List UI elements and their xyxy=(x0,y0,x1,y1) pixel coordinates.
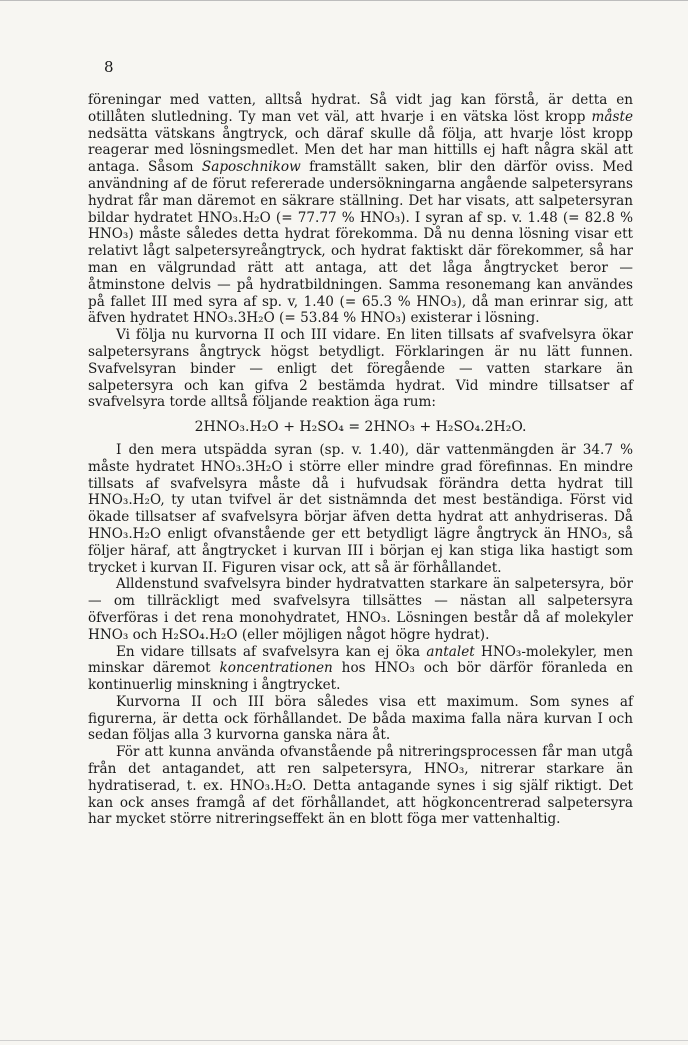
paragraph xyxy=(88,744,633,828)
italic-term: antalet xyxy=(426,643,475,660)
top-edge-rule xyxy=(0,0,688,1)
equation-line xyxy=(88,419,633,436)
paragraph xyxy=(88,327,633,411)
text-run: 2HNO₃.H₂O + H₂SO₄ = 2HNO₃ + H₂SO₄.2H₂O. xyxy=(194,419,527,436)
bottom-edge-rule xyxy=(0,1040,688,1041)
page-number: 8 xyxy=(104,58,114,76)
text-run: HNO₃-molekyler, men minskar däremot xyxy=(88,643,633,677)
text-run: I den mera utspädda syran (sp. v. 1.40), där vattenmängden är 34.7 % måste hydratet HNO₃.3H₂O i större eller mindre grad förefinnas. En mindre tillsats af svafvelsyra måste då i hufvudsak förändra detta hydrat till HNO₃.H₂O, ty utan tvifvel är det sistnämnda det mest beständiga. Först vid ökade tillsatser af svafvelsyra börjar äfven detta hydrat att anhydriseras. Då HNO₃.H₂O enligt ofvanstående ger ett betydligt lägre ångtryck än HNO₃, så följer häraf, att ångtrycket i kurvan III i början ej kan stiga lika hastigt som trycket i kurvan II. Figuren visar ock, att så är förhållandet. xyxy=(88,441,633,576)
paragraph xyxy=(88,694,633,744)
text-run: Vi följa nu kurvorna II och III vidare. En liten tillsats af svafvelsyra ökar salpetersyrans ångtryck högst betydligt. Förklaringen är nu lätt funnen. Svafvelsyran binder — enligt det föregående — vatten starkare än salpetersyra och kan gifva 2 bestämda hydrat. Vid mindre tillsatser af svafvelsyra torde alltså följande reaktion äga rum: xyxy=(88,327,633,411)
italic-term: måste xyxy=(591,108,633,125)
paragraph xyxy=(88,576,633,643)
text-run: Alldenstund svafvelsyra binder hydratvatten starkare än salpetersyra, bör — om tillräckligt med svafvelsyra tillsättes — nästan all salpetersyra öfverföras i det rena monohydratet, HNO₃. Lösningen består då af molekyler HNO₃ och H₂SO₄.H₂O (eller möjligen något högre hydrat). xyxy=(88,576,633,643)
paragraph xyxy=(88,644,633,694)
text-run: föreningar med vatten, alltså hydrat. Så vidt jag kan förstå, är detta en otillåten slutledning. Ty man vet väl, att hvarje i en vätska löst kropp xyxy=(88,92,633,125)
text-run: framställt saken, blir den därför oviss. Med användning af de förut refererade undersökningarna angående salpetersyrans hydrat får man däremot en säkrare ställning. Det har visats, att salpetersyran bildar hydratet HNO₃.H₂O (= 77.77 % HNO₃). I syran af sp. v. 1.48 (= 82.8 % HNO₃) måste således detta hydrat förekomma. Då nu denna lösning visar ett relativt lågt salpetersyreångtryck, och hydrat faktiskt där förekommer, så har man en välgrundad rätt att antaga, att det låga ångtrycket beror — åtminstone delvis — på hydratbildningen. Samma resonemang kan användes på fallet III med syra af sp. v, 1.40 (= 65.3 % HNO₃), då man erinrar sig, att äfven hydratet HNO₃.3H₂O (= 53.84 % HNO₃) existerar i lösning. xyxy=(88,159,633,327)
text-run: En vidare tillsats af svafvelsyra kan ej öka xyxy=(116,643,427,660)
italic-term: koncentrationen xyxy=(219,660,333,677)
paragraph xyxy=(88,92,633,327)
italic-term: Saposchnikow xyxy=(201,159,301,176)
text-run: nedsätta vätskans ångtryck, och däraf skulle då följa, att hvarje löst kropp reagerar med lösningsmedlet. Men det har man hittills ej haft några skäl att antaga. Såsom xyxy=(88,125,633,176)
page-body-text xyxy=(88,92,633,828)
text-run: Kurvorna II och III böra således visa ett maximum. Som synes af figurerna, är detta ock förhållandet. De båda maxima falla nära kurvan I och sedan följas alla 3 kurvorna ganska nära åt. xyxy=(88,693,633,744)
paragraph xyxy=(88,442,633,576)
text-run: För att kunna använda ofvanstående på nitreringsprocessen får man utgå från det antagandet, att ren salpetersyra, HNO₃, nitrerar starkare än hydratiserad, t. ex. HNO₃.H₂O. Detta antagande synes i sig själf riktigt. Det kan ock anses framgå af det förhållandet, att högkoncentrerad salpetersyra har mycket större nitreringseffekt än en blott föga mer vattenhaltig. xyxy=(88,744,633,828)
text-run: hos HNO₃ och bör därför föranleda en kontinuerlig minskning i ångtrycket. xyxy=(88,660,633,694)
